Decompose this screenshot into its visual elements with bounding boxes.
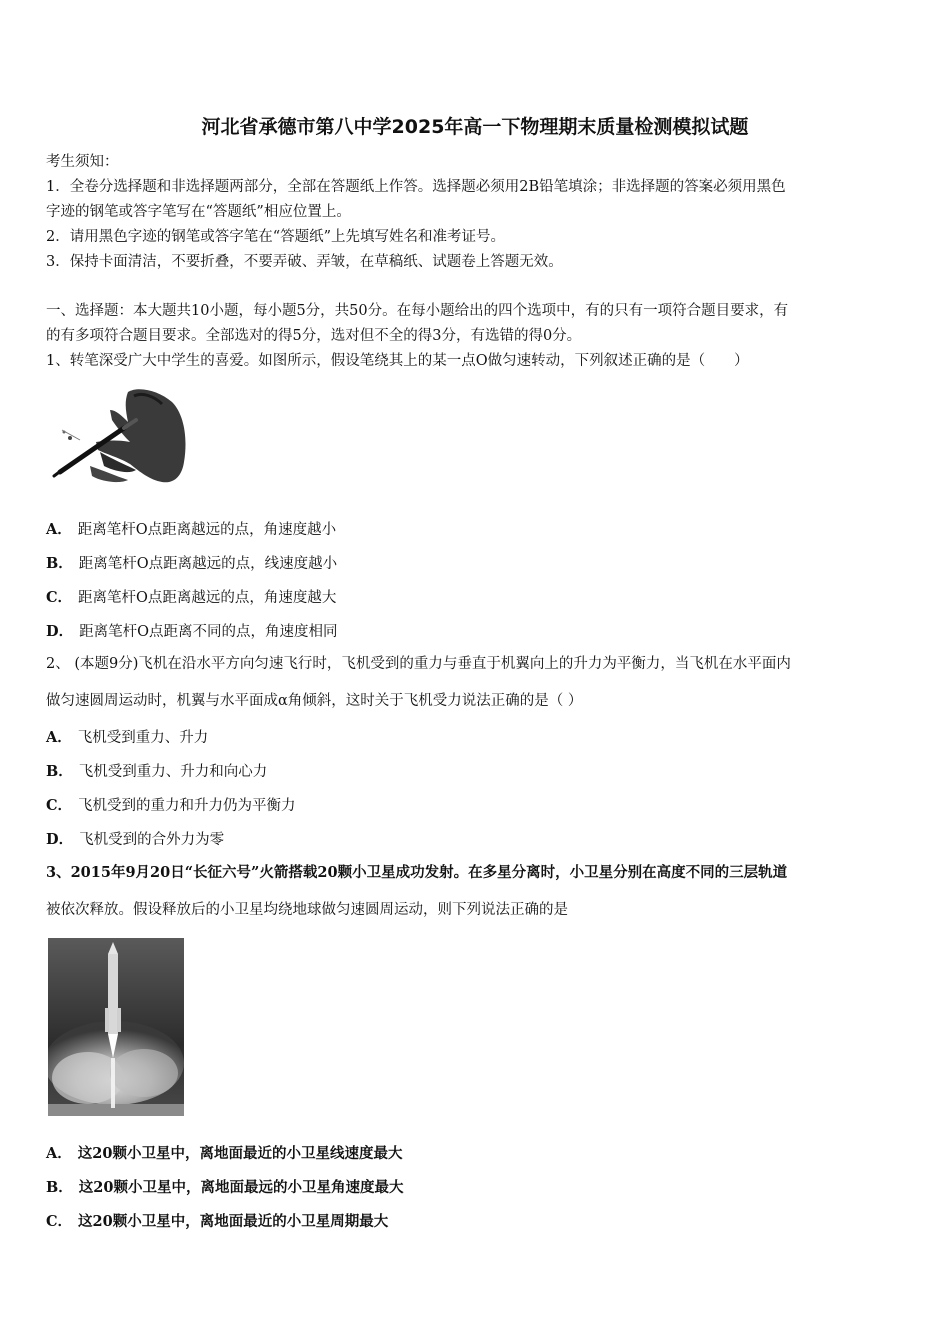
notice-item: 3．保持卡面清洁，不要折叠，不要弄破、弄皱，在草稿纸、试题卷上答题无效。 bbox=[46, 254, 563, 270]
option-label: B． bbox=[46, 1179, 73, 1196]
option-text: 距离笔杆O点距离越远的点，角速度越大 bbox=[78, 590, 337, 606]
question-2-option-c bbox=[46, 794, 296, 815]
question-1-option-b bbox=[46, 552, 337, 573]
question-3-option-c bbox=[46, 1210, 388, 1231]
option-label: A． bbox=[46, 521, 72, 538]
option-text: 距离笔杆O点距离越远的点，线速度越小 bbox=[78, 556, 338, 572]
option-text: 飞机受到的合外力为零 bbox=[79, 832, 225, 848]
notice-item: 字迹的钢笔或答字笔写在“答题纸”相应位置上。 bbox=[46, 204, 351, 220]
notice-heading: 考生须知： bbox=[46, 154, 119, 170]
question-2-stem: 做匀速圆周运动时，机翼与水平面成α角倾斜，这时关于飞机受力说法正确的是（ ） bbox=[46, 693, 583, 709]
question-2-stem: 2、 (本题9分)飞机在沿水平方向匀速飞行时，飞机受到的重力与垂直于机翼向上的升力为平衡力，当飞机在水平面内 bbox=[46, 656, 791, 672]
option-text: 飞机受到重力、升力和向心力 bbox=[78, 764, 268, 780]
question-2-option-a bbox=[46, 726, 208, 747]
question-2-option-d bbox=[46, 828, 224, 849]
option-label: D． bbox=[46, 623, 74, 640]
option-text: 飞机受到重力、升力 bbox=[77, 730, 209, 746]
question-3-stem: 3、2015年9月20日“长征六号”火箭搭载20颗小卫星成功发射。在多星分离时，小卫星分别在高度不同的三层轨道 bbox=[46, 864, 788, 881]
question-2-option-b bbox=[46, 760, 267, 781]
option-text: 飞机受到的重力和升力仍为平衡力 bbox=[78, 798, 296, 814]
option-label: A． bbox=[46, 1145, 72, 1162]
option-text: 距离笔杆O点距离不同的点，角速度相同 bbox=[79, 624, 338, 640]
option-label: B． bbox=[46, 555, 73, 572]
option-text: 这20颗小卫星中，离地面最远的小卫星角速度最大 bbox=[78, 1179, 404, 1196]
question-3-stem: 被依次释放。假设释放后的小卫星均绕地球做匀速圆周运动，则下列说法正确的是 bbox=[46, 902, 568, 918]
question-1-option-a bbox=[46, 518, 336, 539]
notice-item: 1．全卷分选择题和非选择题两部分，全部在答题纸上作答。选择题必须用2B铅笔填涂；非选择题的答案必须用黑色 bbox=[46, 179, 786, 195]
question-3-option-a bbox=[46, 1142, 402, 1163]
option-label: C． bbox=[46, 797, 73, 814]
option-label: B． bbox=[46, 763, 73, 780]
question-1-option-d bbox=[46, 620, 337, 641]
pen-spinning-hand-image bbox=[50, 380, 190, 495]
notice-item: 2．请用黑色字迹的钢笔或答字笔在“答题纸”上先填写姓名和准考证号。 bbox=[46, 229, 506, 245]
section-instruction: 一、选择题：本大题共10小题，每小题5分，共50分。在每小题给出的四个选项中，有的只有一项符合题目要求，有 bbox=[46, 303, 789, 319]
rocket-launch-image bbox=[48, 938, 184, 1116]
question-1-stem: 1、转笔深受广大中学生的喜爱。如图所示，假设笔绕其上的某一点O做匀速转动，下列叙述正确的是（ ） bbox=[46, 353, 749, 369]
option-label: C． bbox=[46, 589, 73, 606]
section-instruction: 的有多项符合题目要求。全部选对的得5分，选对但不全的得3分，有选错的得0分。 bbox=[46, 328, 582, 344]
option-text: 距离笔杆O点距离越远的点，角速度越小 bbox=[77, 522, 337, 538]
question-1-option-c bbox=[46, 586, 336, 607]
page-title: 河北省承德市第八中学2025年高一下物理期末质量检测模拟试题 bbox=[201, 116, 749, 138]
option-label: D． bbox=[46, 831, 74, 848]
option-text: 这20颗小卫星中，离地面最近的小卫星线速度最大 bbox=[77, 1145, 403, 1162]
option-label: A． bbox=[46, 729, 72, 746]
question-3-option-b bbox=[46, 1176, 403, 1197]
option-label: C． bbox=[46, 1213, 73, 1230]
option-text: 这20颗小卫星中，离地面最近的小卫星周期最大 bbox=[78, 1213, 389, 1230]
